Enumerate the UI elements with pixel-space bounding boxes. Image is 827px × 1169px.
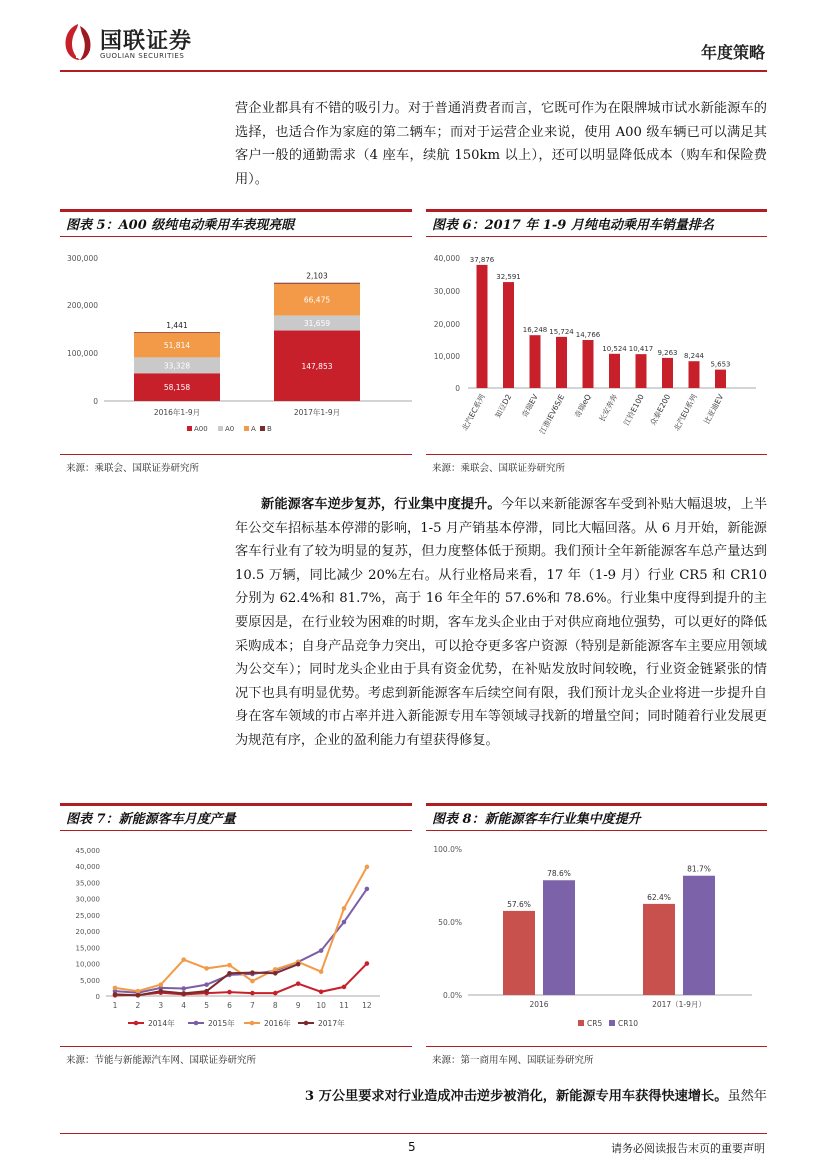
fig5-bottom-rule [60,454,412,455]
fig6-title: 图表 6：2017 年 1-9 月纯电动乘用车销量排名 [432,218,714,233]
fig7-point [113,992,118,997]
fig7-xtick: 11 [339,1001,349,1010]
fig6-category: 江淮IEV6S/E [537,392,567,436]
fig7-point [296,981,301,986]
fig7-bottom-rule [60,1046,412,1047]
fig7-ytick: 15,000 [75,944,100,953]
section2-lead: 新能源客车逆步复苏，行业集中度提升。 [261,497,501,512]
fig7-legend-dot [134,1021,139,1026]
fig7-point [342,906,347,911]
fig6-data-label: 5,653 [710,360,731,369]
fig7-title: 图表 7：新能源客车月度产量 [66,812,236,827]
brand-name: 国联证券 [100,29,193,54]
fig7-point [273,991,278,996]
fig5-yaxis [67,254,98,406]
fig8-yaxis [433,845,462,1000]
fig7-ytick: 10,000 [75,960,100,969]
fig6-data-label: 9,263 [657,348,678,357]
fig6-title-rule [426,236,767,237]
fig6-category: 奇瑞eQ [572,392,593,420]
fig8-chart [426,836,767,1036]
fig7-point [365,961,370,966]
fig8-title: 图表 8：新能源客车行业集中度提升 [432,812,641,827]
page-number: 5 [408,1140,416,1154]
fig8-top-rule [426,803,767,806]
fig5-chart [60,240,412,440]
fig5-legend-label: A00 [194,425,208,433]
fig6-ytick: 10,000 [433,352,460,361]
fig6-bottom-rule [426,454,767,455]
fig7-xaxis [113,1001,372,1010]
section2-body: 今年以来新能源客车受到补贴大幅退坡，上半年公交车招标基本停滞的影响，1-5 月产销基本停滞，同比大幅回落。从 6 月开始，新能源客车行业有了较为明显的复苏，但力度整体低于预期。我们预计全年新能源客车总产量达到 10.5 万辆，同比减少 20%左右。从行业格局来看，17 年（1-9 月）行业 CR5 和 CR10 分别为 62.4%和 81.7%，高于 16 年全年的 57.6%和 78.6%。行业集中度得到提升的主要原因是，在行业较为困难的时期，客车龙头企业由于对供应商地位强势，可以更好的降低采购成本；自身产品竞争力突出，可以抢夺更多客户资源（特别是新能源客车主要应用领域为公交车）；同时龙头企业由于具有资金优势，在补贴发放时间较晚，行业资金链紧张的情况下也具有明显优势。考虑到新能源客车后续空间有限，我们预计龙头企业将进一步提升自身在客车领域的市占率并进入新能源专用车等领域寻找新的增量空间；同时随着行业发展更为规范有序，企业的盈利能力有望获得修复。 [235,497,768,748]
fig7-xtick: 12 [362,1001,372,1010]
fig6-bar [583,340,594,388]
fig7-point [227,971,232,976]
report-type: 年度策略 [700,43,765,62]
fig7-xtick: 7 [250,1001,255,1010]
fig8-bar-cr10 [543,880,575,995]
footer-divider [60,1133,767,1134]
fig7-point [319,989,324,994]
fig6-category: 众泰E200 [648,392,673,428]
fig6-category: 奇瑞EV [520,392,540,419]
fig7-xtick: 9 [295,1001,301,1010]
fig6-bar [556,337,567,388]
fig7-ytick: 20,000 [75,928,100,937]
fig6-category: 北汽EC系列 [460,392,487,433]
fig6-ytick: 20,000 [433,320,460,329]
fig6-ytick: 0 [455,384,460,393]
fig7-ytick: 30,000 [75,895,100,904]
fig6-bar [715,370,726,388]
fig7-point [250,970,255,975]
fig8-title-rule [426,830,767,831]
fig5-data-label: 1,441 [166,321,188,331]
fig5-legend-label: A0 [225,425,235,433]
fig7-point [250,979,255,984]
fig7-legend-label: 2015年 [208,1019,235,1028]
fig8-legend-swatch [609,1020,615,1026]
fig6-category: 知豆D2 [493,392,514,420]
fig7-point [204,966,209,971]
fig5-data-label: 66,475 [303,295,331,305]
fig7-point [113,986,118,991]
fig5-title: 图表 5：A00 级纯电动乘用车表现亮眼 [66,218,295,233]
fig7-point [204,989,209,994]
fig7-point [181,957,186,962]
fig5-source: 来源：乘联会、国联证券研究所 [66,463,200,474]
fig8-category: 2016 [529,1000,549,1009]
fig5-ytick: 300,000 [66,254,98,263]
logo-mark-icon [60,20,96,64]
fig6-bar [636,354,647,388]
fig6-data-label: 32,591 [496,273,521,282]
fig6-category: 长安奔奔 [597,392,620,424]
fig7-ytick: 40,000 [75,863,100,872]
fig7-yaxis [76,847,101,1001]
fig5-legend-swatch [218,426,223,431]
fig6-data-label: 10,524 [602,344,627,353]
fig6-category: 比亚迪EV [702,392,726,426]
fig6-data-label: 37,876 [469,255,495,264]
fig7-point [365,887,370,892]
section3-tail: 虽然年 [727,1089,767,1104]
fig8-data-label: 57.6% [507,899,531,909]
section2-paragraph [235,493,767,753]
fig6-data-label: 15,724 [549,327,574,336]
fig7-ytick: 45,000 [75,847,100,855]
fig7-point [227,990,232,995]
fig5-data-label: 58,158 [163,383,191,393]
fig7-point [296,962,301,967]
fig7-legend [128,1018,345,1028]
fig7-xtick: 5 [204,1001,209,1010]
fig5-legend-swatch [244,426,249,431]
fig7-xtick: 6 [227,1001,232,1010]
fig5-data-label: 33,328 [163,361,191,371]
fig7-point [181,986,186,991]
section3-lead: 3 万公里要求对行业造成冲击逆步被消化，新能源专用车获得快速增长。 [304,1089,728,1104]
fig6-yaxis [434,254,460,393]
fig7-point [181,991,186,996]
fig6-bar [477,265,488,388]
fig5-ytick: 200,000 [66,301,98,310]
fig7-legend-dot [194,1021,199,1026]
fig7-point [159,982,164,987]
fig5-data-label: 2,103 [306,271,328,281]
fig8-legend-swatch [578,1020,584,1026]
fig8-source: 来源：第一商用车网、国联证券研究所 [432,1055,594,1066]
fig7-point [159,989,164,994]
fig7-point [204,982,209,987]
fig7-line-2015年 [115,889,367,993]
footer-disclaimer: 请务必阅读报告末页的重要声明 [611,1142,765,1155]
fig5-legend-label: B [267,425,272,433]
fig8-data-label: 78.6% [547,869,571,879]
fig8-ytick: 50.0% [438,918,462,927]
fig5-bar-b [134,332,220,333]
fig7-point [136,989,141,994]
fig5-legend-label: A [251,425,256,433]
fig5-title-rule [60,236,412,237]
fig6-category: 江铃E100 [621,392,646,428]
fig6-data-label: 16,248 [522,326,548,335]
fig7-legend-dot [304,1021,309,1026]
intro-paragraph: 营企业都具有不错的吸引力。对于普通消费者而言，它既可作为在限牌城市试水新能源车的选择，也适合作为家庭的第二辆车；而对于运营企业来说，使用 A00 级车辆已可以满足其客户一般的通勤需求（4 座车，续航 150km 以上），还可以明显降低成本（购车和保险费用）。 [235,101,767,187]
fig6-ytick: 30,000 [433,287,460,296]
fig5-bar-b [274,283,360,284]
fig5-legend [187,425,272,433]
fig7-title-rule [60,830,412,831]
fig6-bar [662,358,673,388]
fig7-point [227,963,232,968]
fig7-point [273,971,278,976]
fig6-bar [609,354,620,388]
fig5-ytick: 0 [93,397,98,406]
fig5-data-label: 147,853 [301,361,333,371]
fig5-legend-swatch [187,426,192,431]
fig6-source: 来源：乘联会、国联证券研究所 [432,463,566,474]
fig6-data-label: 10,417 [628,345,654,354]
fig6-bar [503,282,514,388]
fig7-point [319,948,324,953]
fig5-ytick: 100,000 [66,349,98,358]
fig7-source: 来源：节能与新能源汽车网、国联证券研究所 [66,1055,257,1066]
fig7-legend-label: 2016年 [264,1019,291,1028]
fig8-legend [578,1019,638,1028]
fig5-data-label: 51,814 [163,341,191,351]
fig7-point [342,985,347,990]
fig6-ytick: 40,000 [433,254,460,263]
fig5-category: 2016年1-9月 [153,408,201,417]
fig7-xtick: 8 [272,1001,278,1010]
fig8-data-label: 81.7% [687,864,711,874]
fig7-xtick: 2 [135,1001,141,1010]
fig8-ytick: 100.0% [433,845,462,854]
fig7-ytick: 35,000 [75,879,100,888]
header-divider [60,70,767,72]
fig7-xtick: 3 [158,1001,164,1010]
fig7-xtick: 1 [112,1001,118,1010]
fig7-point [250,991,255,996]
fig8-category: 2017（1-9月） [652,1000,706,1009]
fig8-bar-cr5 [503,911,535,995]
fig7-point [342,920,347,925]
fig7-xtick: 10 [316,1001,326,1010]
fig7-xtick: 4 [181,1001,187,1010]
fig7-legend-label: 2014年 [148,1019,175,1028]
fig8-legend-label: CR5 [587,1019,603,1028]
fig8-ytick: 0.0% [442,991,462,1000]
fig6-data-label: 14,766 [575,331,601,340]
fig7-ytick: 25,000 [75,911,100,920]
fig5-top-rule [60,209,412,212]
fig5-legend-swatch [260,426,265,431]
fig8-data-label: 62.4% [647,892,671,902]
fig6-data-label: 8,244 [683,352,705,361]
fig7-point [365,865,370,870]
fig7-ytick: 5,000 [79,976,100,985]
fig6-bar [530,335,541,388]
fig5-data-label: 31,659 [303,318,331,328]
fig6-chart [426,240,767,450]
fig8-legend-label: CR10 [618,1019,638,1028]
fig7-point [136,993,141,998]
fig5-category: 2017年1-9月 [293,408,341,417]
fig7-top-rule [60,803,412,806]
fig7-ytick: 0 [95,993,100,1001]
fig7-legend-dot [250,1021,255,1026]
fig7-legend-label: 2017年 [318,1019,345,1028]
fig8-bottom-rule [426,1046,767,1047]
fig6-bar [689,361,700,388]
fig6-top-rule [426,209,767,212]
fig7-chart [60,836,412,1036]
fig8-bar-cr10 [683,876,715,995]
fig8-bar-cr5 [643,904,675,995]
fig6-category: 北汽EU系列 [671,392,699,433]
section3-paragraph [235,1085,767,1109]
brand-name-en: GUOLIAN SECURITIES [100,52,185,60]
logo [60,20,220,64]
fig7-point [319,969,324,974]
